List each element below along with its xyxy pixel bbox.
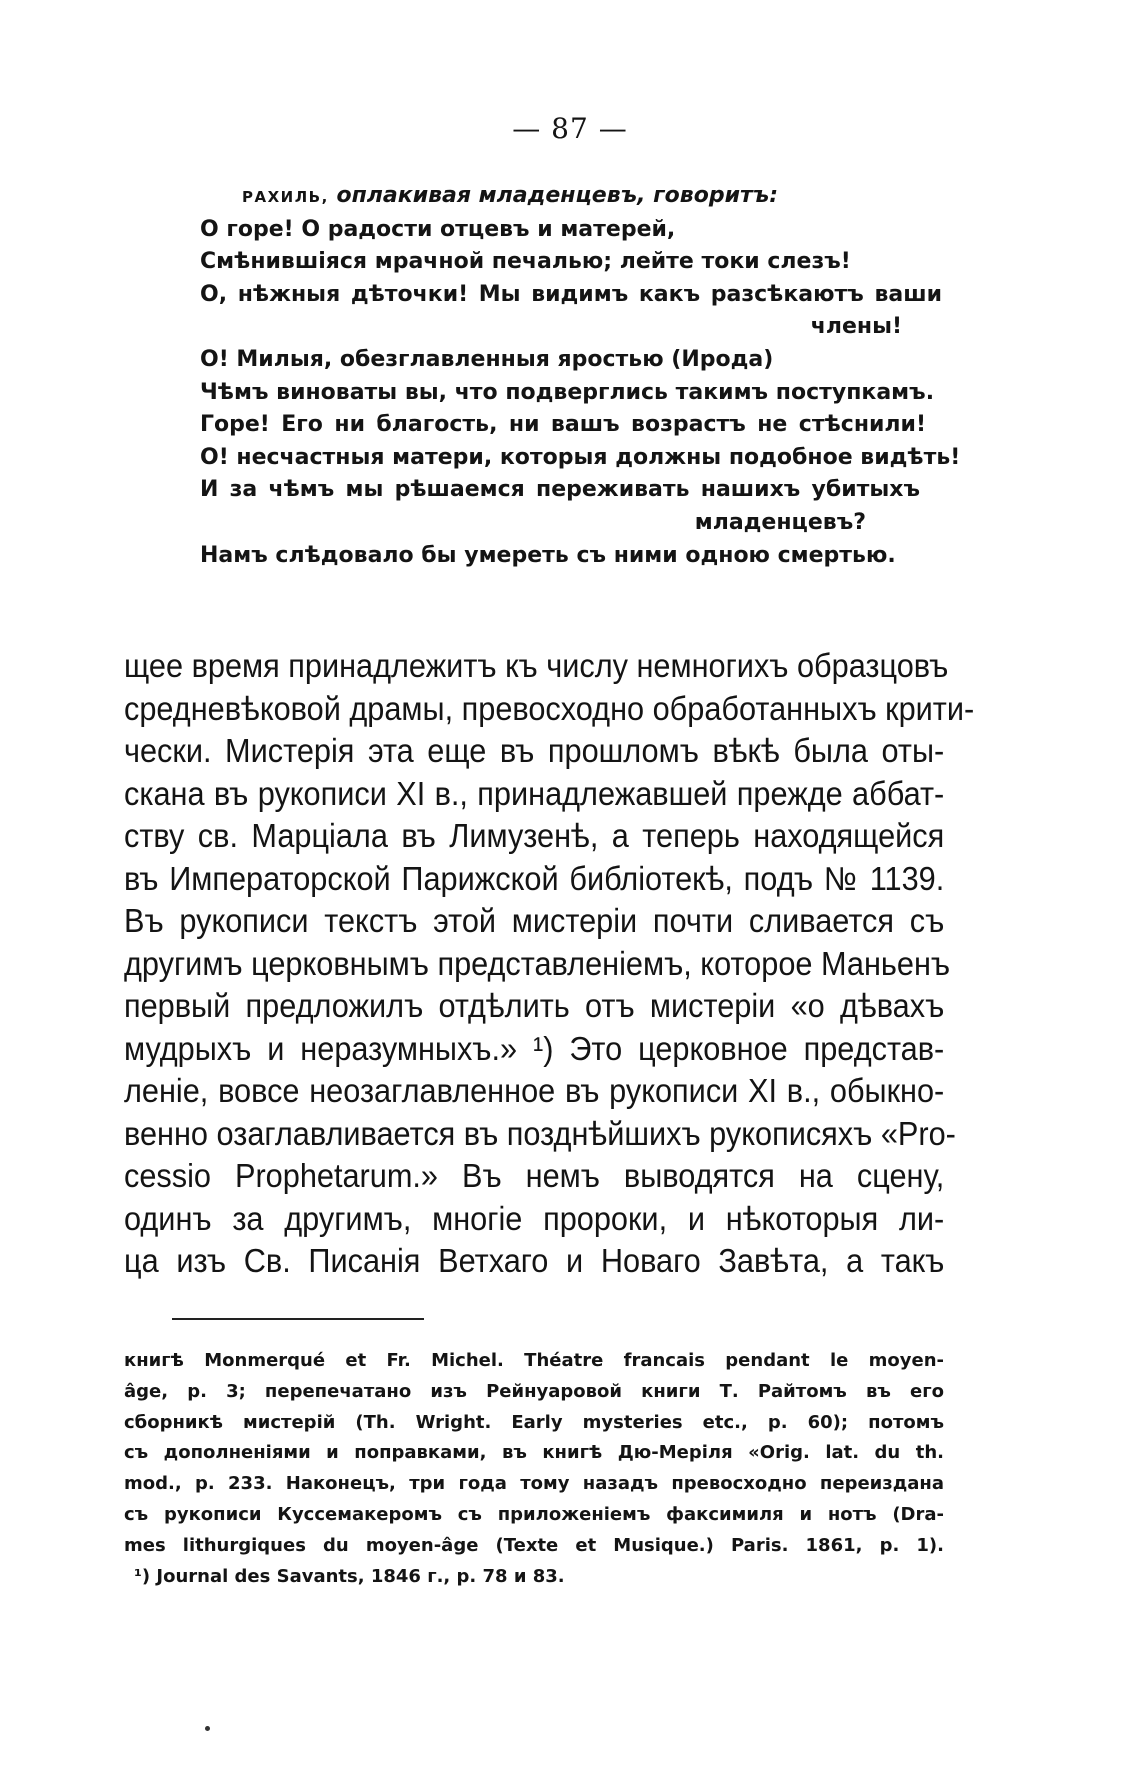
poem-speaker-note: оплакивая младенцевъ, говоритъ: bbox=[336, 183, 779, 208]
footnote-line: âge, p. 3; перепечатано изъ Рейнуаровой книги Т. Райтомъ въ его bbox=[124, 1380, 944, 1402]
poem-line: Намъ слѣдовало бы умереть съ ними одною смертью. bbox=[200, 542, 896, 568]
poem-line-continuation: младенцевъ? bbox=[694, 509, 866, 535]
poem-speaker-line bbox=[200, 180, 942, 214]
poem-speaker: РАХИЛЬ, bbox=[242, 188, 329, 206]
poem-line: Чѣмъ виноваты вы, что подверглись такимъ поступкамъ. bbox=[200, 379, 935, 405]
poem-line: О, нѣжныя дѣточки! Мы видимъ какъ разсѣкаютъ ваши bbox=[200, 281, 942, 307]
footnote-line: mod., p. 233. Наконецъ, три года тому назадъ превосходно переиздана bbox=[124, 1473, 944, 1495]
body-line: мудрыхъ и неразумныхъ.» ¹) Это церковное представ- bbox=[124, 1029, 945, 1067]
poem-line-continuation: члены! bbox=[810, 314, 902, 340]
poem-line: Горе! Его ни благость, ни вашъ возрастъ не стѣснили! bbox=[200, 412, 926, 438]
body-line: въ Императорской Парижской библіотекѣ, подъ № 1139. bbox=[124, 859, 945, 897]
footnotes bbox=[124, 1346, 944, 1592]
body-line: cessio Prophetarum.» Въ немъ выводятся на сцену, bbox=[124, 1157, 945, 1194]
body-line: ству св. Марціала въ Лимузенѣ, а теперь находящейся bbox=[124, 817, 945, 854]
footnote-line: mes lithurgiques du moyen-âge (Texte et Musique.) Paris. 1861, p. 1). bbox=[124, 1534, 944, 1556]
page-number: — 87 — bbox=[512, 112, 628, 145]
body-line: ца изъ Св. Писанія Ветхаго и Новаго Завѣта, а такъ bbox=[124, 1242, 945, 1279]
footnote-line: съ дополненіями и поправками, въ книгѣ Дю-Меріля «Orig. lat. du th. bbox=[124, 1442, 944, 1464]
poem-line: О! Милыя, обезглавленныя яростью (Ирода) bbox=[200, 346, 774, 372]
print-speck bbox=[205, 1726, 210, 1731]
footnote-line: сборникѣ мистерій (Th. Wright. Early mysteries etc., p. 60); потомъ bbox=[124, 1411, 944, 1433]
body-line: леніе, вовсе неозаглавленное въ рукописи XI в., обыкно- bbox=[124, 1072, 945, 1109]
footnote-line: книгѣ Monmerqué et Fr. Michel. Théatre francais pendant le moyen- bbox=[124, 1350, 944, 1371]
footnote-1: ¹) Journal des Savants, 1846 г., р. 78 и 83. bbox=[134, 1565, 565, 1587]
footnote-separator bbox=[172, 1318, 424, 1320]
body-paragraph bbox=[124, 645, 975, 1283]
body-line: венно озаглавливается въ позднѣйшихъ рукописяхъ «Pro- bbox=[124, 1114, 956, 1152]
body-line: одинъ за другимъ, многіе пророки, и нѣкоторыя ли- bbox=[124, 1199, 945, 1237]
poem-line: И за чѣмъ мы рѣшаемся переживать нашихъ убитыхъ bbox=[200, 477, 920, 503]
body-line: чески. Мистерія эта еще въ прошломъ вѣкѣ была оты- bbox=[124, 732, 945, 769]
body-line: щее время принадлежитъ къ числу немногихъ образцовъ bbox=[124, 647, 949, 684]
body-line: другимъ церковнымъ представленіемъ, которое Маньенъ bbox=[124, 944, 951, 982]
body-line: скана въ рукописи XI в., принадлежавшей прежде аббат- bbox=[124, 774, 945, 812]
quoted-poem bbox=[200, 180, 961, 572]
poem-line: Смѣнившіяся мрачной печалью; лейте токи слезъ! bbox=[200, 249, 851, 275]
poem-line: О! несчастныя матери, которыя должны подобное видѣть! bbox=[200, 444, 961, 470]
poem-line: О горе! О радости отцевъ и матерей, bbox=[200, 216, 676, 242]
body-line: Въ рукописи текстъ этой мистеріи почти сливается съ bbox=[124, 902, 945, 939]
body-line: средневѣковой драмы, превосходно обработанныхъ крити- bbox=[124, 689, 975, 727]
body-line: первый предложилъ отдѣлить отъ мистеріи «о дѣвахъ bbox=[124, 987, 945, 1024]
footnote-line: съ рукописи Куссемакеромъ съ приложеніемъ факсимиля и нотъ (Dra- bbox=[124, 1503, 944, 1525]
